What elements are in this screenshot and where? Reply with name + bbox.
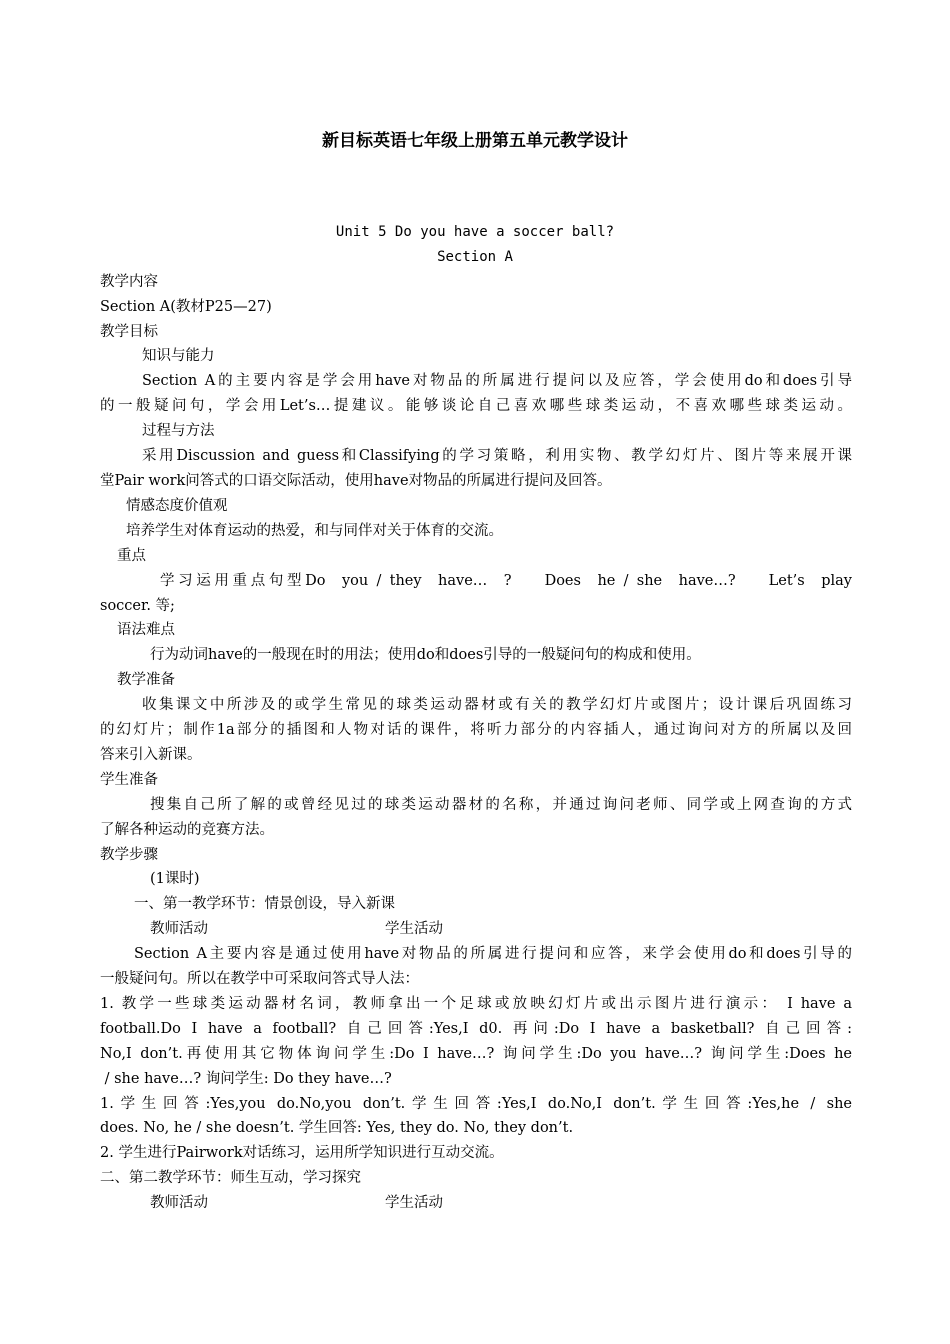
paragraph-line: 过程与方法 (142, 423, 215, 439)
student-activity-label: 学生活动 (385, 921, 443, 937)
teacher-activity-label: 教师活动 (150, 921, 208, 937)
paragraph-line: (1课时) (150, 871, 200, 887)
paragraph-line: does. No, he / she doesn’t. 学生回答: Yes, they do. No, they don’t. (100, 1120, 574, 1136)
paragraph-line: Section A(教材P25—27) (100, 299, 272, 315)
paragraph-line: 2. 学生进行Pairwork对话练习，运用所学知识进行互动交流。 (100, 1145, 504, 1161)
paragraph-line: 二、第二教学环节：师生互动，学习探究 (100, 1170, 361, 1186)
paragraph-line: 教学内容 (100, 274, 158, 290)
paragraph-line: 学习运用重点句型Do you / they have… ? Does he / she have…? Let’s play (160, 573, 852, 589)
paragraph-line: 行为动词have的一般现在时的用法；使用do和does引导的一般疑问句的构成和使用。 (150, 647, 701, 663)
teacher-activity-label: 教师活动 (150, 1195, 208, 1211)
paragraph-line: 1.学生回答:Yes,you do.No,you don’t.学生回答:Yes,I do.No,I don’t.学生回答:Yes,he / she (100, 1096, 852, 1112)
paragraph-line: 教学准备 (117, 672, 175, 688)
paragraph-line: 知识与能力 (142, 348, 215, 364)
paragraph-line: Section A的主要内容是学会用have对物品的所属进行提问以及应答，学会使用do和does引导 (142, 373, 852, 389)
paragraph-line: soccer. 等; (100, 598, 175, 614)
paragraph-line: football.Do I have a football? 自己回答:Yes,I d0. 再问:Do I have a basketball? 自己回答: (100, 1021, 852, 1037)
student-activity-label: 学生活动 (385, 1195, 443, 1211)
paragraph-line: 教学目标 (100, 324, 158, 340)
paragraph-line: 的一般疑问句，学会用Let’s…提建议。能够谈论自己喜欢哪些球类运动，不喜欢哪些球类运动。 (100, 398, 852, 414)
paragraph-line: 了解各种运动的竞赛方法。 (100, 822, 274, 838)
paragraph-line: 答来引入新课。 (100, 747, 202, 763)
paragraph-line: No,I don’t.再使用其它物体询问学生:Do I have…? 询问学生:Do you have…? 询问学生:Does he (100, 1046, 852, 1062)
paragraph-line: 教学步骤 (100, 847, 158, 863)
paragraph-line: 学生准备 (100, 772, 158, 788)
paragraph-line: 的幻灯片；制作1a部分的插图和人物对话的课件，将听力部分的内容插人，通过询问对方的所属以及回 (100, 722, 852, 738)
paragraph-line: 堂Pair work问答式的口语交际活动，使用have对物品的所属进行提问及回答。 (100, 473, 612, 489)
unit-heading: Unit 5 Do you have a soccer ball? (335, 224, 615, 240)
paragraph-line: 重点 (117, 548, 146, 564)
document-title: 新目标英语七年级上册第五单元教学设计 (322, 131, 628, 151)
paragraph-line: Section A主要内容是通过使用have对物品的所属进行提问和应答，来学会使用do和does引导的 (134, 946, 852, 962)
paragraph-line: 一、第一教学环节：情景创设，导入新课 (134, 896, 395, 912)
paragraph-line: / she have…? 询问学生: Do they have…? (100, 1071, 392, 1087)
paragraph-line: 采用Discussion and guess和Classifying的学习策略，利用实物、教学幻灯片、图片等来展开课 (142, 448, 852, 464)
paragraph-line: 语法难点 (117, 622, 175, 638)
paragraph-line: 搜集自己所了解的或曾经见过的球类运动器材的名称，并通过询问老师、同学或上网查询的方式 (150, 797, 852, 813)
paragraph-line: 1. 教学一些球类运动器材名词，教师拿出一个足球或放映幻灯片或出示图片进行演示： I have a (100, 996, 852, 1012)
paragraph-line: 培养学生对体育运动的热爱，和与同伴对关于体育的交流。 (126, 523, 503, 539)
paragraph-line: 收集课文中所涉及的或学生常见的球类运动器材或有关的教学幻灯片或图片；设计课后巩固练习 (142, 697, 852, 713)
paragraph-line: 一般疑问句。所以在教学中可采取问答式导人法： (100, 971, 419, 987)
section-heading: Section A (437, 249, 513, 265)
paragraph-line: 情感态度价值观 (126, 498, 228, 514)
